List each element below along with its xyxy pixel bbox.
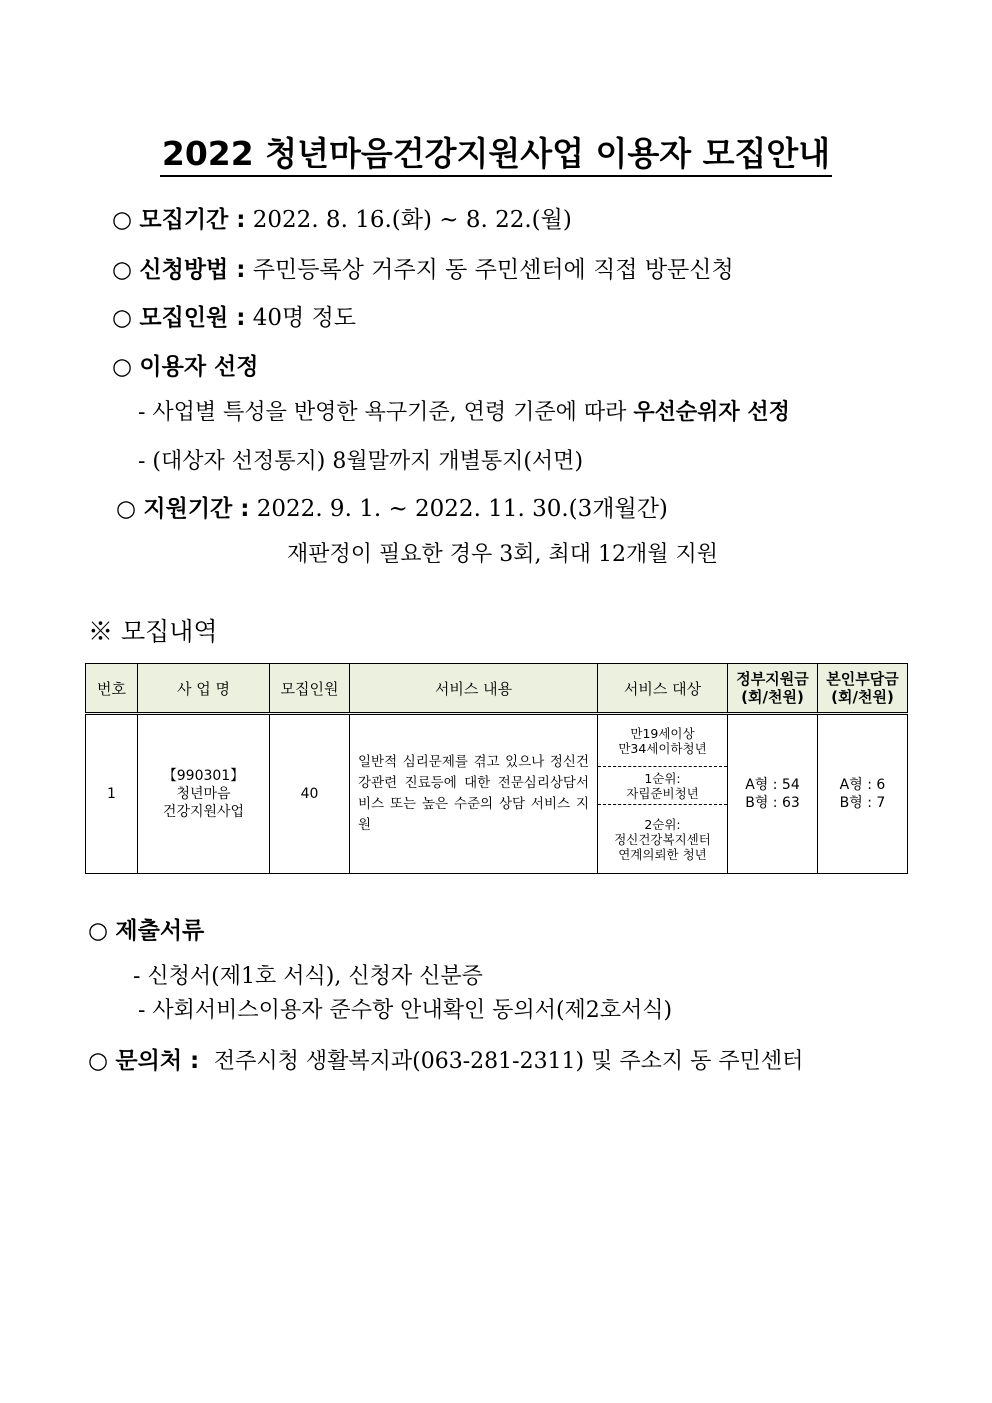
target-priority-1: 1순위: 자립준비청년	[598, 767, 727, 805]
cell-gov-support: A형 : 54 B형 : 63	[728, 714, 818, 874]
selection-heading: ○ 이용자 선정	[112, 354, 259, 380]
support-note: 재판정이 필요한 경우 3회, 최대 12개월 지원	[287, 542, 718, 567]
cell-content: 일반적 심리문제를 겪고 있으나 정신건강관련 진료등에 대한 전문심리상담서비스 또는 높은 수준의 상담 서비스 지원	[350, 714, 598, 874]
col-header-gov-support: 정부지원금 (회/천원)	[728, 664, 818, 714]
recruit-period: ○ 모집기간 : 2022. 8. 16.(화) ~ 8. 22.(월)	[112, 207, 572, 233]
cell-program-name: 【990301】 청년마음 건강지원사업	[138, 714, 270, 874]
documents-item-1: - 신청서(제1호 서식), 신청자 신분증	[133, 964, 483, 989]
table-row	[86, 714, 908, 874]
cell-no: 1	[86, 714, 138, 874]
contact: ○ 문의처 : 전주시청 생활복지과(063-281-2311) 및 주소지 동 주민센터	[88, 1048, 804, 1074]
cell-target	[598, 714, 728, 874]
section-heading: ※ 모집내역	[88, 617, 218, 646]
cell-count: 40	[270, 714, 350, 874]
col-header-target: 서비스 대상	[598, 664, 728, 714]
documents-item-2: - 사회서비스이용자 준수항 안내확인 동의서(제2호서식)	[138, 998, 673, 1023]
selection-notice: - (대상자 선정통지) 8월말까지 개별통지(서면)	[138, 449, 584, 474]
col-header-name: 사 업 명	[138, 664, 270, 714]
apply-method: ○ 신청방법 : 주민등록상 거주지 동 주민센터에 직접 방문신청	[112, 257, 734, 283]
target-age: 만19세이상 만34세이하청년	[598, 715, 727, 767]
target-priority-2: 2순위: 정신건강복지센터 연계의뢰한 청년	[614, 816, 711, 862]
table-header-row	[86, 664, 908, 714]
page-title: 2022 청년마음건강지원사업 이용자 모집안내	[0, 128, 992, 175]
col-header-count: 모집인원	[270, 664, 350, 714]
cell-self-pay: A형 : 6 B형 : 7	[818, 714, 908, 874]
documents-heading: ○ 제출서류	[88, 918, 205, 944]
recruit-table	[85, 663, 908, 874]
col-header-self-pay: 본인부담금 (회/천원)	[818, 664, 908, 714]
selection-criteria: - 사업별 특성을 반영한 욕구기준, 연령 기준에 따라 우선순위자 선정	[138, 400, 790, 425]
col-header-content: 서비스 내용	[350, 664, 598, 714]
col-header-no: 번호	[86, 664, 138, 714]
support-period: ○ 지원기간 : 2022. 9. 1. ~ 2022. 11. 30.(3개월간)	[116, 496, 668, 522]
recruit-count: ○ 모집인원 : 40명 정도	[112, 305, 357, 331]
